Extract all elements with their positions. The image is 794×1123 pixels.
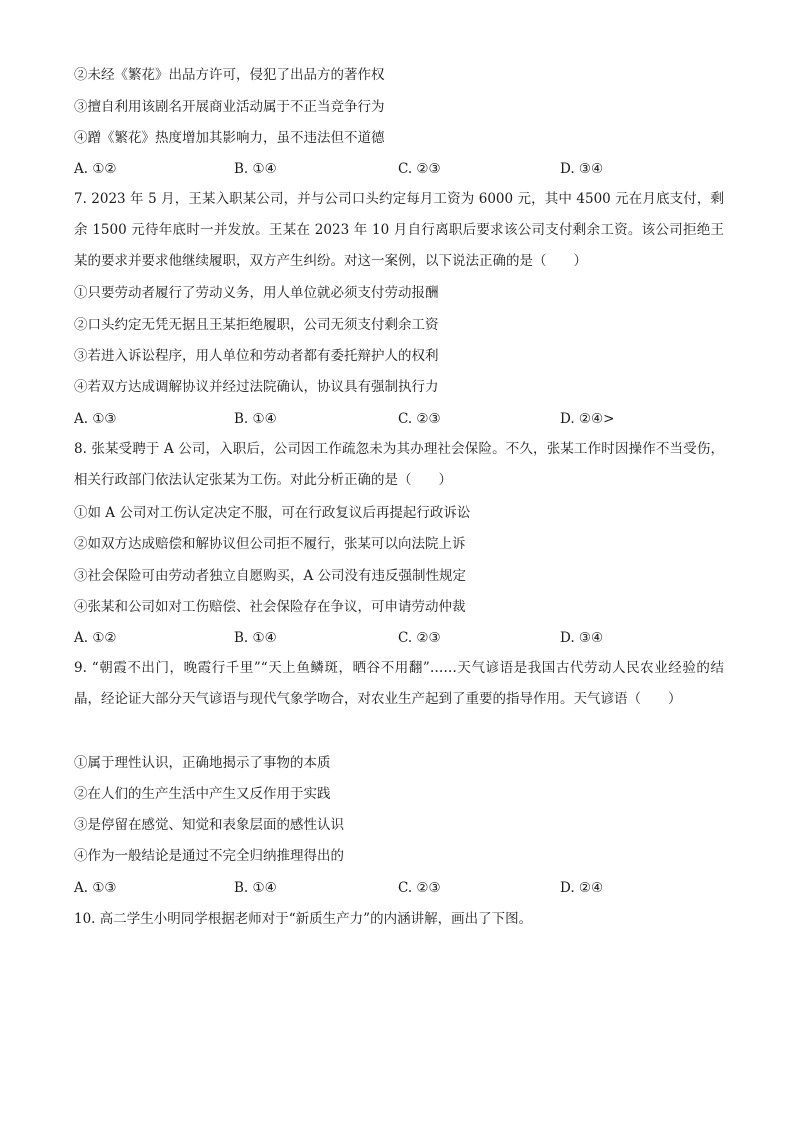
q7-option-c: C. ②③ — [398, 411, 441, 427]
q6-statement-3: ③擅自利用该剧名开展商业活动属于不正当竞争行为 — [74, 99, 385, 115]
q8-statement-3: ③社会保险可由劳动者独立自愿购买，A 公司没有违反强制性规定 — [74, 568, 467, 584]
q6-option-b: B. ①④ — [234, 161, 277, 177]
q7-statement-4: ④若双方达成调解协议并经过法院确认，协议具有强制执行力 — [74, 379, 439, 395]
q8-statement-2: ②如双方达成赔偿和解协议但公司拒不履行，张某可以向法院上诉 — [74, 536, 466, 552]
q9-option-b: B. ①④ — [234, 880, 277, 896]
q6-option-a: A. ①② — [74, 161, 117, 177]
q7-statement-1: ①只要劳动者履行了劳动义务，用人单位就必须支付劳动报酬 — [74, 285, 439, 301]
q7-statement-2: ②口头约定无凭无据且王某拒绝履职，公司无须支付剩余工资 — [74, 317, 439, 333]
q9-option-c: C. ②③ — [398, 880, 441, 896]
q9-statement-4: ④作为一般结论是通过不完全归纳推理得出的 — [74, 848, 344, 864]
q8-statement-1: ①如 A 公司对工伤认定决定不服，可在行政复议后再提起行政诉讼 — [74, 505, 471, 521]
q6-option-d: D. ③④ — [560, 161, 604, 177]
q7-options — [74, 410, 724, 428]
q6-options — [74, 160, 724, 178]
q8-option-c: C. ②③ — [398, 630, 441, 646]
q9-statement-3: ③是停留在感觉、知觉和表象层面的感性认识 — [74, 817, 344, 833]
q7-option-b: B. ①④ — [234, 411, 277, 427]
q9-option-d: D. ②④ — [560, 880, 604, 896]
q9-options — [74, 879, 724, 897]
q10-stem: 10. 高二学生小明同学根据老师对于“新质生产力”的内涵讲解，画出了下图。 — [74, 911, 533, 927]
q6-option-c: C. ②③ — [398, 161, 441, 177]
q8-option-d: D. ③④ — [560, 630, 604, 646]
q7-statement-3: ③若进入诉讼程序，用人单位和劳动者都有委托辩护人的权利 — [74, 348, 439, 364]
q6-statement-4: ④蹭《繁花》热度增加其影响力，虽不违法但不道德 — [74, 130, 385, 146]
q9-option-a: A. ①③ — [74, 880, 117, 896]
q9-statement-1: ①属于理性认识，正确地揭示了事物的本质 — [74, 755, 331, 771]
q9-statement-2: ②在人们的生产生活中产生又反作用于实践 — [74, 786, 331, 802]
q6-statement-2: ②未经《繁花》出品方许可，侵犯了出品方的著作权 — [74, 67, 385, 83]
q8-options — [74, 629, 724, 647]
q7-option-a: A. ①③ — [74, 411, 117, 427]
q8-option-b: B. ①④ — [234, 630, 277, 646]
q7-option-d: D. ②④> — [560, 411, 615, 427]
q7-stem: 7. 2023 年 5 月，王某入职某公司，并与公司口头约定每月工资为 6000 元，其中 4500 元在月底支付，剩余 1500 元待年底时一并发放。王某在 2023 年 10 月自行离职后要求该公司支付剩余工资。该公司拒绝王某的要求并要求他继续履职，双方产生纠纷。对这一案例，以下说法正确的是（ ） — [74, 191, 724, 269]
q8-option-a: A. ①② — [74, 630, 117, 646]
q8-statement-4: ④张某和公司如对工伤赔偿、社会保险存在争议，可申请劳动仲裁 — [74, 599, 466, 615]
q9-stem: 9. “朝霞不出门，晚霞行千里”“天上鱼鳞斑，晒谷不用翻”……天气谚语是我国古代劳动人民农业经验的结晶，经论证大部分天气谚语与现代气象学吻合，对农业生产起到了重要的指导作用。天气谚语（ ） — [74, 660, 724, 707]
q8-stem: 8. 张某受聘于 A 公司，入职后，公司因工作疏忽未为其办理社会保险。不久，张某工作时因操作不当受伤，相关行政部门依法认定张某为工伤。对此分析正确的是（ ） — [74, 441, 724, 488]
